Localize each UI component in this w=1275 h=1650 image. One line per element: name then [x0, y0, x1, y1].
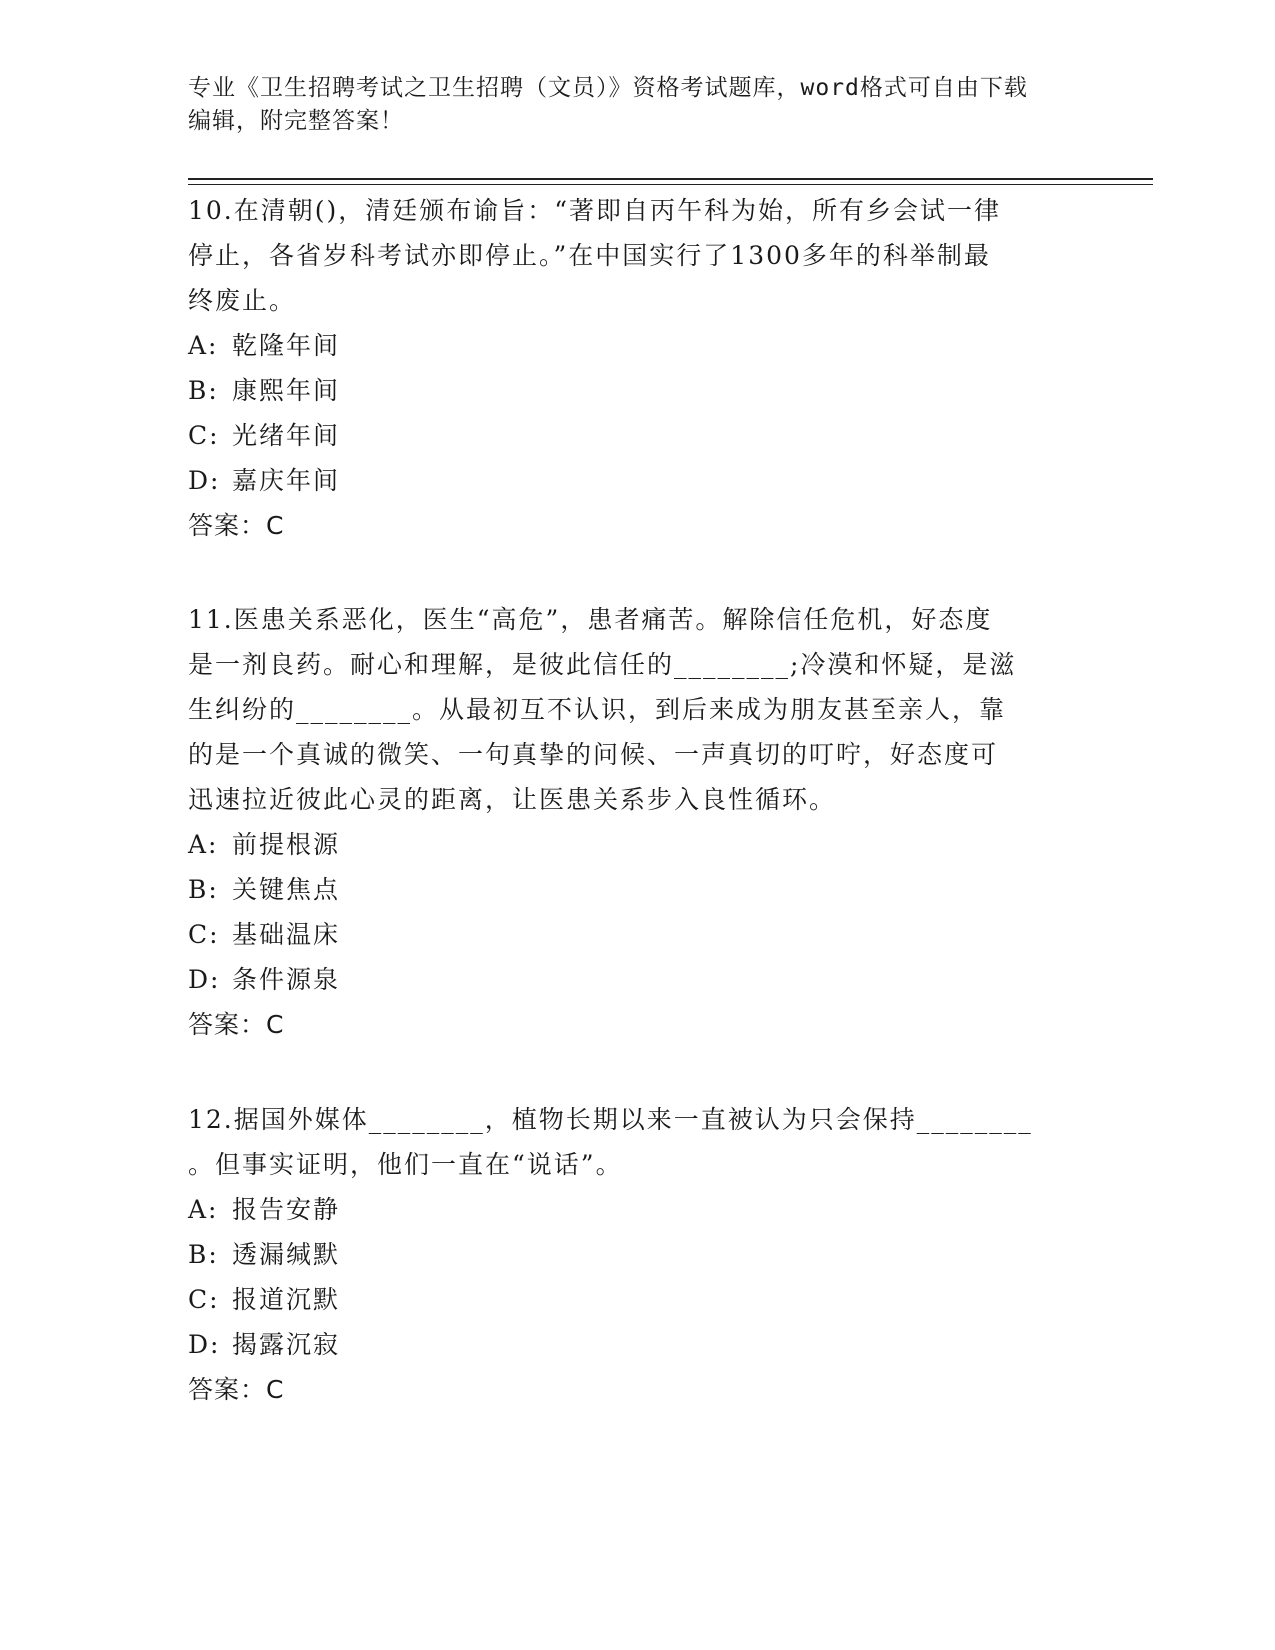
option-text: 报道沉默 — [232, 1285, 341, 1314]
answer-line: 答案：C — [188, 1375, 285, 1404]
option-letter: D: — [188, 1330, 221, 1359]
option-b — [188, 368, 1068, 413]
answer-line: 答案：C — [188, 1010, 285, 1039]
option-letter: B: — [188, 1240, 219, 1269]
header-line-2: 编辑，附完整答案！ — [188, 108, 404, 134]
document-header — [188, 72, 1068, 138]
question-stem-line: 11.医患关系恶化，医生“高危”，患者痛苦。解除信任危机，好态度 — [188, 605, 993, 634]
question-stem-line: 。但事实证明，他们一直在“说话”。 — [188, 1150, 623, 1179]
option-text: 关键焦点 — [232, 875, 341, 904]
question-stem-line: 的是一个真诚的微笑、一句真挚的问候、一声真切的叮咛，好态度可 — [188, 740, 999, 769]
answer-line: 答案：C — [188, 511, 285, 540]
question-stem-line: 是一剂良药。耐心和理解，是彼此信任的________;冷漠和怀疑，是滋 — [188, 650, 1017, 679]
question-stem-line: 生纠纷的________。从最初互不认识，到后来成为朋友甚至亲人，靠 — [188, 695, 1007, 724]
question-stem-line: 10.在清朝()，清廷颁布谕旨：“著即自丙午科为始，所有乡会试一律 — [188, 196, 1002, 225]
question-stem-line: 停止，各省岁科考试亦即停止。”在中国实行了1300多年的科举制最 — [188, 241, 991, 270]
option-text: 康熙年间 — [232, 376, 341, 405]
option-c — [188, 1277, 1068, 1322]
option-text: 揭露沉寂 — [232, 1330, 341, 1359]
option-letter: A: — [188, 331, 219, 360]
option-b — [188, 1232, 1068, 1277]
option-letter: B: — [188, 875, 219, 904]
header-line-1: 专业《卫生招聘考试之卫生招聘（文员）》资格考试题库，word格式可自由下载 — [188, 75, 1028, 101]
question-10 — [188, 188, 1068, 548]
option-letter: D: — [188, 466, 221, 495]
option-c — [188, 912, 1068, 957]
option-letter: D: — [188, 965, 221, 994]
option-text: 嘉庆年间 — [232, 466, 341, 495]
question-stem-line: 12.据国外媒体________，植物长期以来一直被认为只会保持________ — [188, 1105, 1033, 1134]
question-12 — [188, 1097, 1068, 1412]
option-a — [188, 323, 1068, 368]
option-a — [188, 1187, 1068, 1232]
question-stem-line: 迅速拉近彼此心灵的距离，让医患关系步入良性循环。 — [188, 785, 837, 814]
option-letter: A: — [188, 1195, 219, 1224]
option-text: 报告安静 — [232, 1195, 341, 1224]
option-a — [188, 822, 1068, 867]
question-11 — [188, 597, 1068, 1047]
option-text: 光绪年间 — [232, 421, 341, 450]
option-text: 前提根源 — [232, 830, 341, 859]
option-d — [188, 458, 1068, 503]
option-d — [188, 1322, 1068, 1367]
option-text: 条件源泉 — [232, 965, 341, 994]
option-letter: C: — [188, 920, 220, 949]
option-letter: A: — [188, 830, 219, 859]
option-text: 透漏缄默 — [232, 1240, 341, 1269]
header-divider-thick — [188, 178, 1153, 180]
option-letter: C: — [188, 421, 220, 450]
option-d — [188, 957, 1068, 1002]
option-text: 基础温床 — [232, 920, 341, 949]
option-c — [188, 413, 1068, 458]
option-letter: B: — [188, 376, 219, 405]
question-stem-line: 终废止。 — [188, 286, 297, 315]
option-letter: C: — [188, 1285, 220, 1314]
option-text: 乾隆年间 — [232, 331, 341, 360]
header-divider-thin — [188, 184, 1153, 185]
option-b — [188, 867, 1068, 912]
